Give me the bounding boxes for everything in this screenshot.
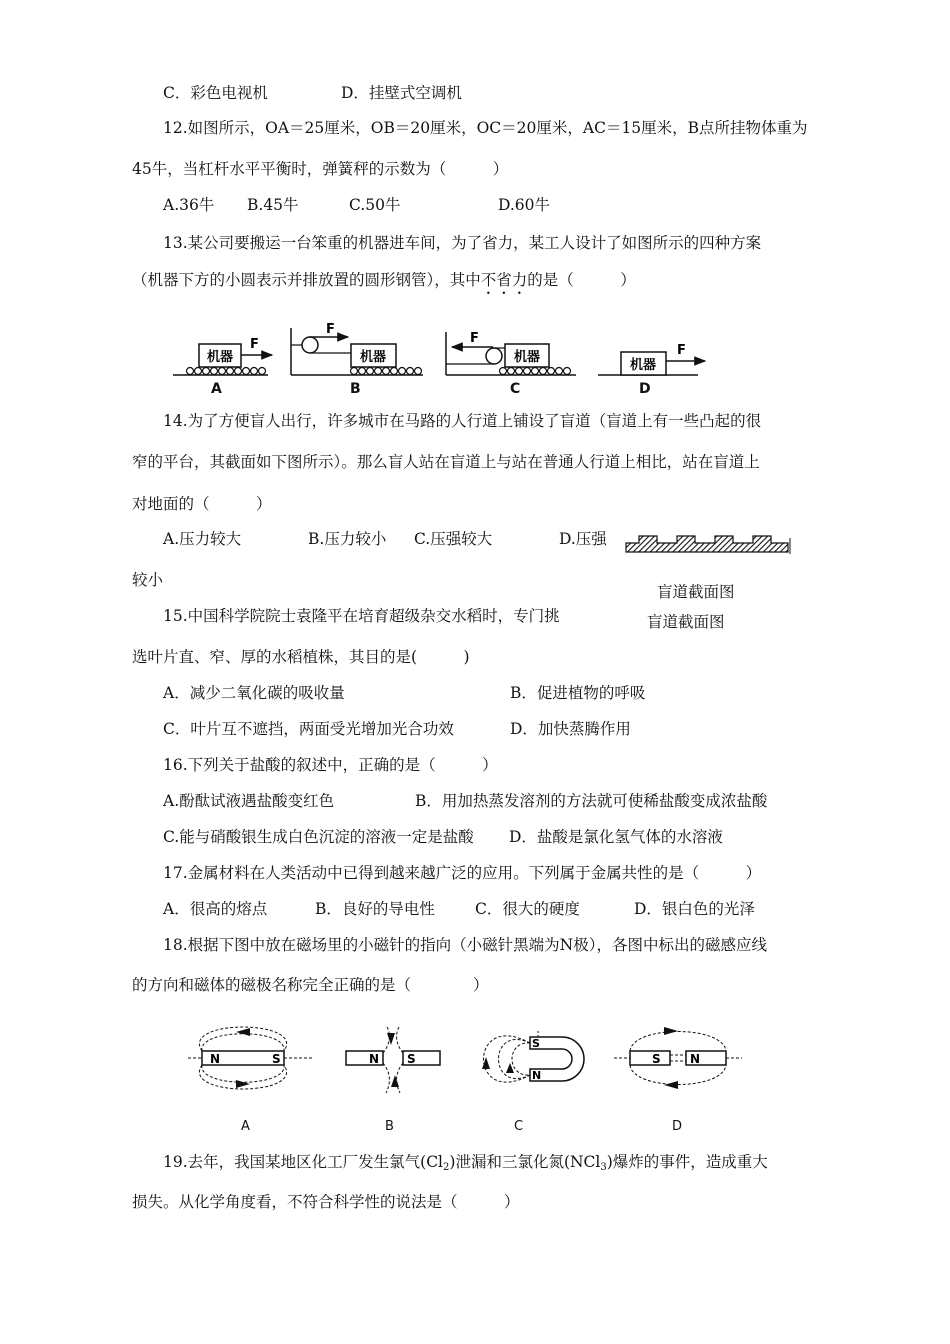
q19-stem-part1: 19.去年，我国某地区化工厂发生氯气(Cl bbox=[163, 1153, 444, 1171]
magnet-d-s-label: S bbox=[652, 1052, 661, 1066]
scheme-b-label: B bbox=[350, 381, 361, 397]
magnet-d-label: D bbox=[672, 1119, 683, 1134]
magnet-a-label: A bbox=[241, 1119, 250, 1134]
q12-option-a: A.36牛 bbox=[163, 196, 215, 214]
q18-stem-line2: 的方向和磁体的磁极名称完全正确的是（ ） bbox=[132, 976, 489, 994]
magnet-b-n-label: N bbox=[369, 1052, 380, 1066]
q17-option-b: B．良好的导电性 bbox=[315, 900, 435, 918]
scheme-c-force-label: F bbox=[470, 331, 479, 346]
q19-stem-part3: )爆炸的事件，造成重大 bbox=[606, 1153, 768, 1171]
scheme-c-diagram bbox=[446, 331, 576, 375]
q16-stem: 16.下列关于盐酸的叙述中，正确的是（ ） bbox=[163, 756, 498, 774]
q12-option-b: B.45牛 bbox=[247, 196, 299, 214]
q12-stem-line2: 45牛，当杠杆水平平衡时，弹簧秤的示数为（ ） bbox=[132, 160, 509, 178]
scheme-d-label: D bbox=[639, 381, 651, 397]
q17-option-a: A．很高的熔点 bbox=[163, 900, 268, 918]
q15-option-b: B．促进植物的呼吸 bbox=[510, 684, 646, 702]
q12-option-d: D.60牛 bbox=[498, 196, 551, 214]
magnet-c-n-label: N bbox=[532, 1069, 542, 1082]
tactile-paving-caption-2: 盲道截面图 bbox=[647, 613, 725, 631]
q18-magnet-figure bbox=[188, 1023, 748, 1103]
magnet-c-label: C bbox=[514, 1119, 524, 1134]
scheme-a-label: A bbox=[211, 381, 222, 397]
q14-stem-line1: 14.为了方便盲人出行，许多城市在马路的人行道上铺设了盲道（盲道上有一些凸起的很 bbox=[163, 412, 762, 430]
q15-stem-line2: 选叶片直、窄、厚的水稻植株，其目的是( ) bbox=[132, 648, 470, 666]
q16-option-b: B．用加热蒸发溶剂的方法就可使稀盐酸变成浓盐酸 bbox=[415, 792, 768, 810]
q14-option-b: B.压力较小 bbox=[308, 530, 387, 548]
scheme-c-machine-label: 机器 bbox=[513, 350, 541, 365]
tactile-paving-section-diagram bbox=[624, 532, 794, 554]
q13-stem-post: 的是（ ） bbox=[527, 271, 636, 289]
scheme-b-diagram bbox=[291, 322, 423, 375]
magnet-c-diagram bbox=[482, 1031, 584, 1082]
q17-option-c: C．很大的硬度 bbox=[475, 900, 580, 918]
scheme-b-machine-label: 机器 bbox=[359, 350, 387, 365]
magnet-a-s-label: S bbox=[272, 1052, 281, 1066]
scheme-c-label: C bbox=[510, 381, 521, 397]
magnet-b-label: B bbox=[385, 1119, 394, 1134]
q13-stem-line1: 13.某公司要搬运一台笨重的机器进车间，为了省力，某工人设计了如图所示的四种方案 bbox=[163, 234, 762, 252]
q12-option-c: C.50牛 bbox=[349, 196, 401, 214]
magnet-b-s-label: S bbox=[407, 1052, 416, 1066]
q19-stem-line2: 损失。从化学角度看，不符合科学性的说法是（ ） bbox=[132, 1193, 520, 1211]
q17-stem: 17.金属材料在人类活动中已得到越来越广泛的应用。下列属于金属共性的是（ ） bbox=[163, 864, 762, 882]
q16-option-d: D．盐酸是氯化氢气体的水溶液 bbox=[509, 828, 723, 846]
q14-option-a: A.压力较大 bbox=[163, 530, 242, 548]
q15-stem-line1: 15.中国科学院院士袁隆平在培育超级杂交水稻时，专门挑 bbox=[163, 607, 560, 625]
tactile-paving-caption-1: 盲道截面图 bbox=[657, 583, 735, 601]
q16-option-c: C.能与硝酸银生成白色沉淀的溶液一定是盐酸 bbox=[163, 828, 474, 846]
q15-option-a: A．减少二氧化碳的吸收量 bbox=[163, 684, 345, 702]
q13-stem-pre: （机器下方的小圆表示并排放置的圆形钢管），其中 bbox=[132, 271, 481, 289]
q15-option-d: D．加快蒸腾作用 bbox=[510, 720, 631, 738]
q16-option-a: A.酚酞试液遇盐酸变红色 bbox=[163, 792, 335, 810]
q18-stem-line1: 18.根据下图中放在磁场里的小磁针的指向（小磁针黑端为N极），各图中标出的磁感应线 bbox=[163, 936, 767, 954]
scheme-a-force-label: F bbox=[250, 337, 259, 352]
magnet-b-diagram bbox=[346, 1025, 440, 1093]
scheme-d-diagram bbox=[598, 343, 705, 375]
q14-stem-line2: 窄的平台，其截面如下图所示）。那么盲人站在盲道上与站在普通人行道上相比，站在盲道上 bbox=[132, 453, 760, 471]
q13-stem-emphasis: 不省力 bbox=[480, 271, 528, 289]
q17-option-d: D．银白色的光泽 bbox=[634, 900, 755, 918]
q13-stem-line2 bbox=[132, 270, 636, 298]
scheme-d-force-label: F bbox=[677, 343, 686, 358]
q14-stem-line3: 对地面的（ ） bbox=[132, 495, 272, 513]
scheme-b-force-label: F bbox=[326, 322, 335, 337]
q14-option-d: D.压强 bbox=[559, 530, 607, 548]
q14-option-c: C.压强较大 bbox=[414, 530, 493, 548]
scheme-a-diagram bbox=[173, 337, 272, 375]
magnet-a-n-label: N bbox=[210, 1052, 221, 1066]
q14-option-d-continued: 较小 bbox=[132, 571, 164, 589]
q19-subscript-1: 2 bbox=[443, 1162, 450, 1173]
scheme-d-machine-label: 机器 bbox=[629, 358, 657, 373]
q15-option-c: C．叶片互不遮挡，两面受光增加光合功效 bbox=[163, 720, 454, 738]
q19-subscript-2: 3 bbox=[600, 1162, 607, 1173]
q19-stem-part2: )泄漏和三氯化氮(NCl bbox=[449, 1153, 601, 1171]
q11-option-d: D．挂壁式空调机 bbox=[341, 84, 462, 102]
q11-option-c: C．彩色电视机 bbox=[163, 84, 268, 102]
magnet-c-s-label: S bbox=[532, 1037, 540, 1050]
magnet-a-diagram bbox=[188, 1027, 313, 1089]
q19-stem-line1 bbox=[163, 1152, 768, 1178]
scheme-a-machine-label: 机器 bbox=[206, 350, 234, 365]
magnet-d-diagram bbox=[614, 1027, 742, 1089]
magnet-d-n-label: N bbox=[690, 1052, 701, 1066]
q12-stem-line1: 12.如图所示，OA＝25厘米，OB＝20厘米，OC＝20厘米，AC＝15厘米，B点所挂物体重为 bbox=[163, 119, 808, 137]
